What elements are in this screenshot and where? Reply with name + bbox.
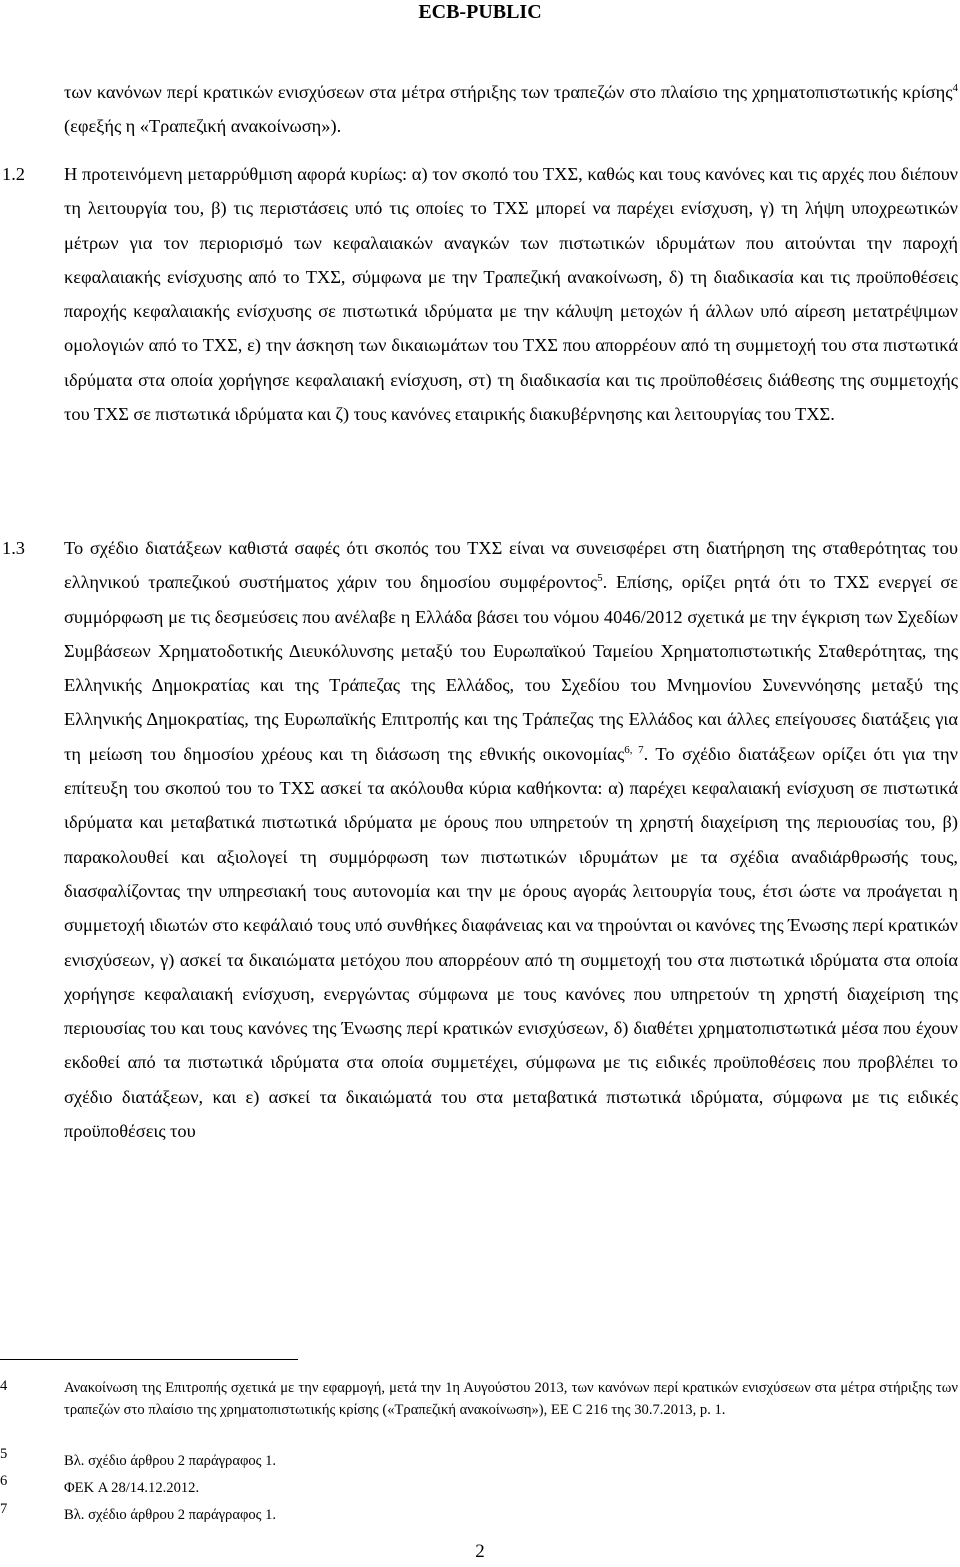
paragraph-1-2: Η προτεινόμενη μεταρρύθμιση αφορά κυρίως: α) τον σκοπό του ΤΧΣ, καθώς και τους κανόνες και τις αρχές που διέπουν τη λειτουργία του, β) τις περιστάσεις υπό τις οποίες το ΤΧΣ μπορεί να παρέχει ενίσχυση, γ) τη λήψη υποχρεωτικών μέτρων για τον περιορισμό των κεφαλαιακών αναγκών των πιστωτικών ιδρυμάτων που αιτούνται την παροχή κεφαλαιακής ενίσχυσης από το ΤΧΣ, σύμφωνα με την Τραπεζική ανακοίνωση, δ) τη διαδικασία και τις προϋποθέσεις παροχής κεφαλαιακής ενίσχυσης σε πιστωτικά ιδρύματα με την κάλυψη μετοχών ή άλλων υπό αίρεση μετατρέψιμων ομολογιών από το ΤΧΣ, ε) την άσκηση των δικαιωμάτων του ΤΧΣ που απορρέουν από τη συμμετοχή του στα πιστωτικά ιδρύματα στα οποία χορήγησε κεφαλαιακή ενίσχυση, στ) τη διαδικασία και τις προϋποθέσεις διάθεσης της συμμετοχής του ΤΧΣ σε πιστωτικά ιδρύματα και ζ) τους κανόνες εταιρικής διακυβέρνησης και λειτουργίας του ΤΧΣ.: [64, 164, 958, 425]
footnote-text: ΦΕΚ A 28/14.12.2012.: [64, 1480, 200, 1496]
footnote-number: 6: [0, 1473, 8, 1489]
footnote-text: Βλ. σχέδιο άρθρου 2 παράγραφος 1.: [64, 1507, 277, 1523]
paragraph-text: των κανόνων περί κρατικών ενισχύσεων στα μέτρα στήριξης των τραπεζών στο πλαίσιο της χρηματοπιστωτικής κρίσης: [64, 82, 953, 102]
page-number: 2: [475, 1541, 485, 1562]
paragraph-text: Το σχέδιο διατάξεων καθιστά σαφές ότι σκοπός του ΤΧΣ είναι να συνεισφέρει στη διατήρηση της σταθερότητας του ελληνικού τραπεζικού συστήματος χάριν του δημοσίου συμφέροντος: [64, 538, 958, 593]
paragraph-text: . Το σχέδιο διατάξεων ορίζει ότι για την επίτευξη του σκοπού του το ΤΧΣ ασκεί τα ακόλουθα κύρια καθήκοντα: α) παρέχει κεφαλαιακή ενίσχυση σε πιστωτικά ιδρύματα και μεταβατικά πιστωτικά ιδρύματα με όρους που υπηρετούν τη χρηστή διαχείριση της περιουσίας του, β) παρακολουθεί και αξιολογεί τη συμμόρφωση των πιστωτικών ιδρυμάτων με τα σχέδια αναδιάρθρωσής τους, διασφαλίζοντας την υπηρεσιακή τους αυτονομία και την με όρους αγοράς λειτουργία τους, έτσι ώστε να προάγεται η συμμετοχή ιδιωτών στο κεφάλαιό τους υπό συνθήκες διαφάνειας και να τηρούνται οι κανόνες της Ένωσης περί κρατικών ενισχύσεων, γ) ασκεί τα δικαιώματα μετόχου που απορρέουν από τη συμμετοχή του στα πιστωτικά ιδρύματα στα οποία χορήγησε κεφαλαιακή ενίσχυση, ενεργώντας σύμφωνα με τους κανόνες που υπηρετούν τη χρηστή διαχείριση της περιουσίας του και τους κανόνες της Ένωσης περί κρατικών ενισχύσεων, δ) διαθέτει χρηματοπιστωτικά μέσα που έχουν εκδοθεί από τα πιστωτικά ιδρύματα στα οποία συμμετέχει, σύμφωνα με τις ειδικές προϋποθέσεις που προβλέπει το σχέδιο διατάξεων, και ε) ασκεί τα δικαιώματά του στα μεταβατικά πιστωτικά ιδρύματα, σύμφωνα με τις ειδικές προϋποθέσεις του: [64, 743, 958, 1142]
footnote-number: 4: [0, 1378, 8, 1394]
paragraph-number-1-3: 1.3: [2, 538, 25, 558]
footnote-number: 7: [0, 1501, 8, 1517]
footnote-number: 5: [0, 1446, 8, 1462]
paragraph-text: (εφεξής η «Τραπεζική ανακοίνωση»).: [64, 116, 342, 137]
footnote-text: Ανακοίνωση της Επιτροπής σχετικά με την εφαρμογή, μετά την 1η Αυγούστου 2013, των κανόνων περί κρατικών ενισχύσεων στα μέτρα στήριξης των τραπεζών στο πλαίσιο της χρηματοπιστωτικής κρίσης («Τραπεζική ανακοίνωση»), ΕΕ C 216 της 30.7.2013, p. 1.: [64, 1380, 958, 1418]
paragraph-text: . Επίσης, ορίζει ρητά ότι το ΤΧΣ ενεργεί σε συμμόρφωση με τις δεσμεύσεις που ανέλαβε η Ελλάδα βάσει του νόμου 4046/2012 σχετικά με την έγκριση των Σχεδίων Συμβάσεων Χρηματοδοτικής Διευκόλυνσης μεταξύ του Ευρωπαϊκού Ταμείου Χρηματοπιστωτικής Σταθερότητας, της Ελληνικής Δημοκρατίας και της Τράπεζας της Ελλάδος, του Σχεδίου του Μνημονίου Συνεννόησης μεταξύ της Ελληνικής Δημοκρατίας, της Ευρωπαϊκής Επιτροπής και της Τράπεζας της Ελλάδος και άλλες επείγουσες διατάξεις για τη μείωση του δημοσίου χρέους και τη διάσωση της εθνικής οικονομίας: [64, 572, 958, 764]
footnote-text: Βλ. σχέδιο άρθρου 2 παράγραφος 1.: [64, 1453, 277, 1469]
classification-header: ECB-PUBLIC: [418, 1, 542, 23]
paragraph-continuation: [64, 75, 958, 144]
footnote-ref-5[interactable]: 5: [597, 572, 603, 585]
footnote-separator: [0, 1359, 298, 1360]
paragraph-number-1-2: 1.2: [2, 164, 25, 184]
footnote-ref-4[interactable]: 4: [952, 82, 958, 94]
paragraph-1-3: [64, 531, 958, 1148]
footnote-ref-6-7[interactable]: 6, 7: [624, 743, 644, 756]
